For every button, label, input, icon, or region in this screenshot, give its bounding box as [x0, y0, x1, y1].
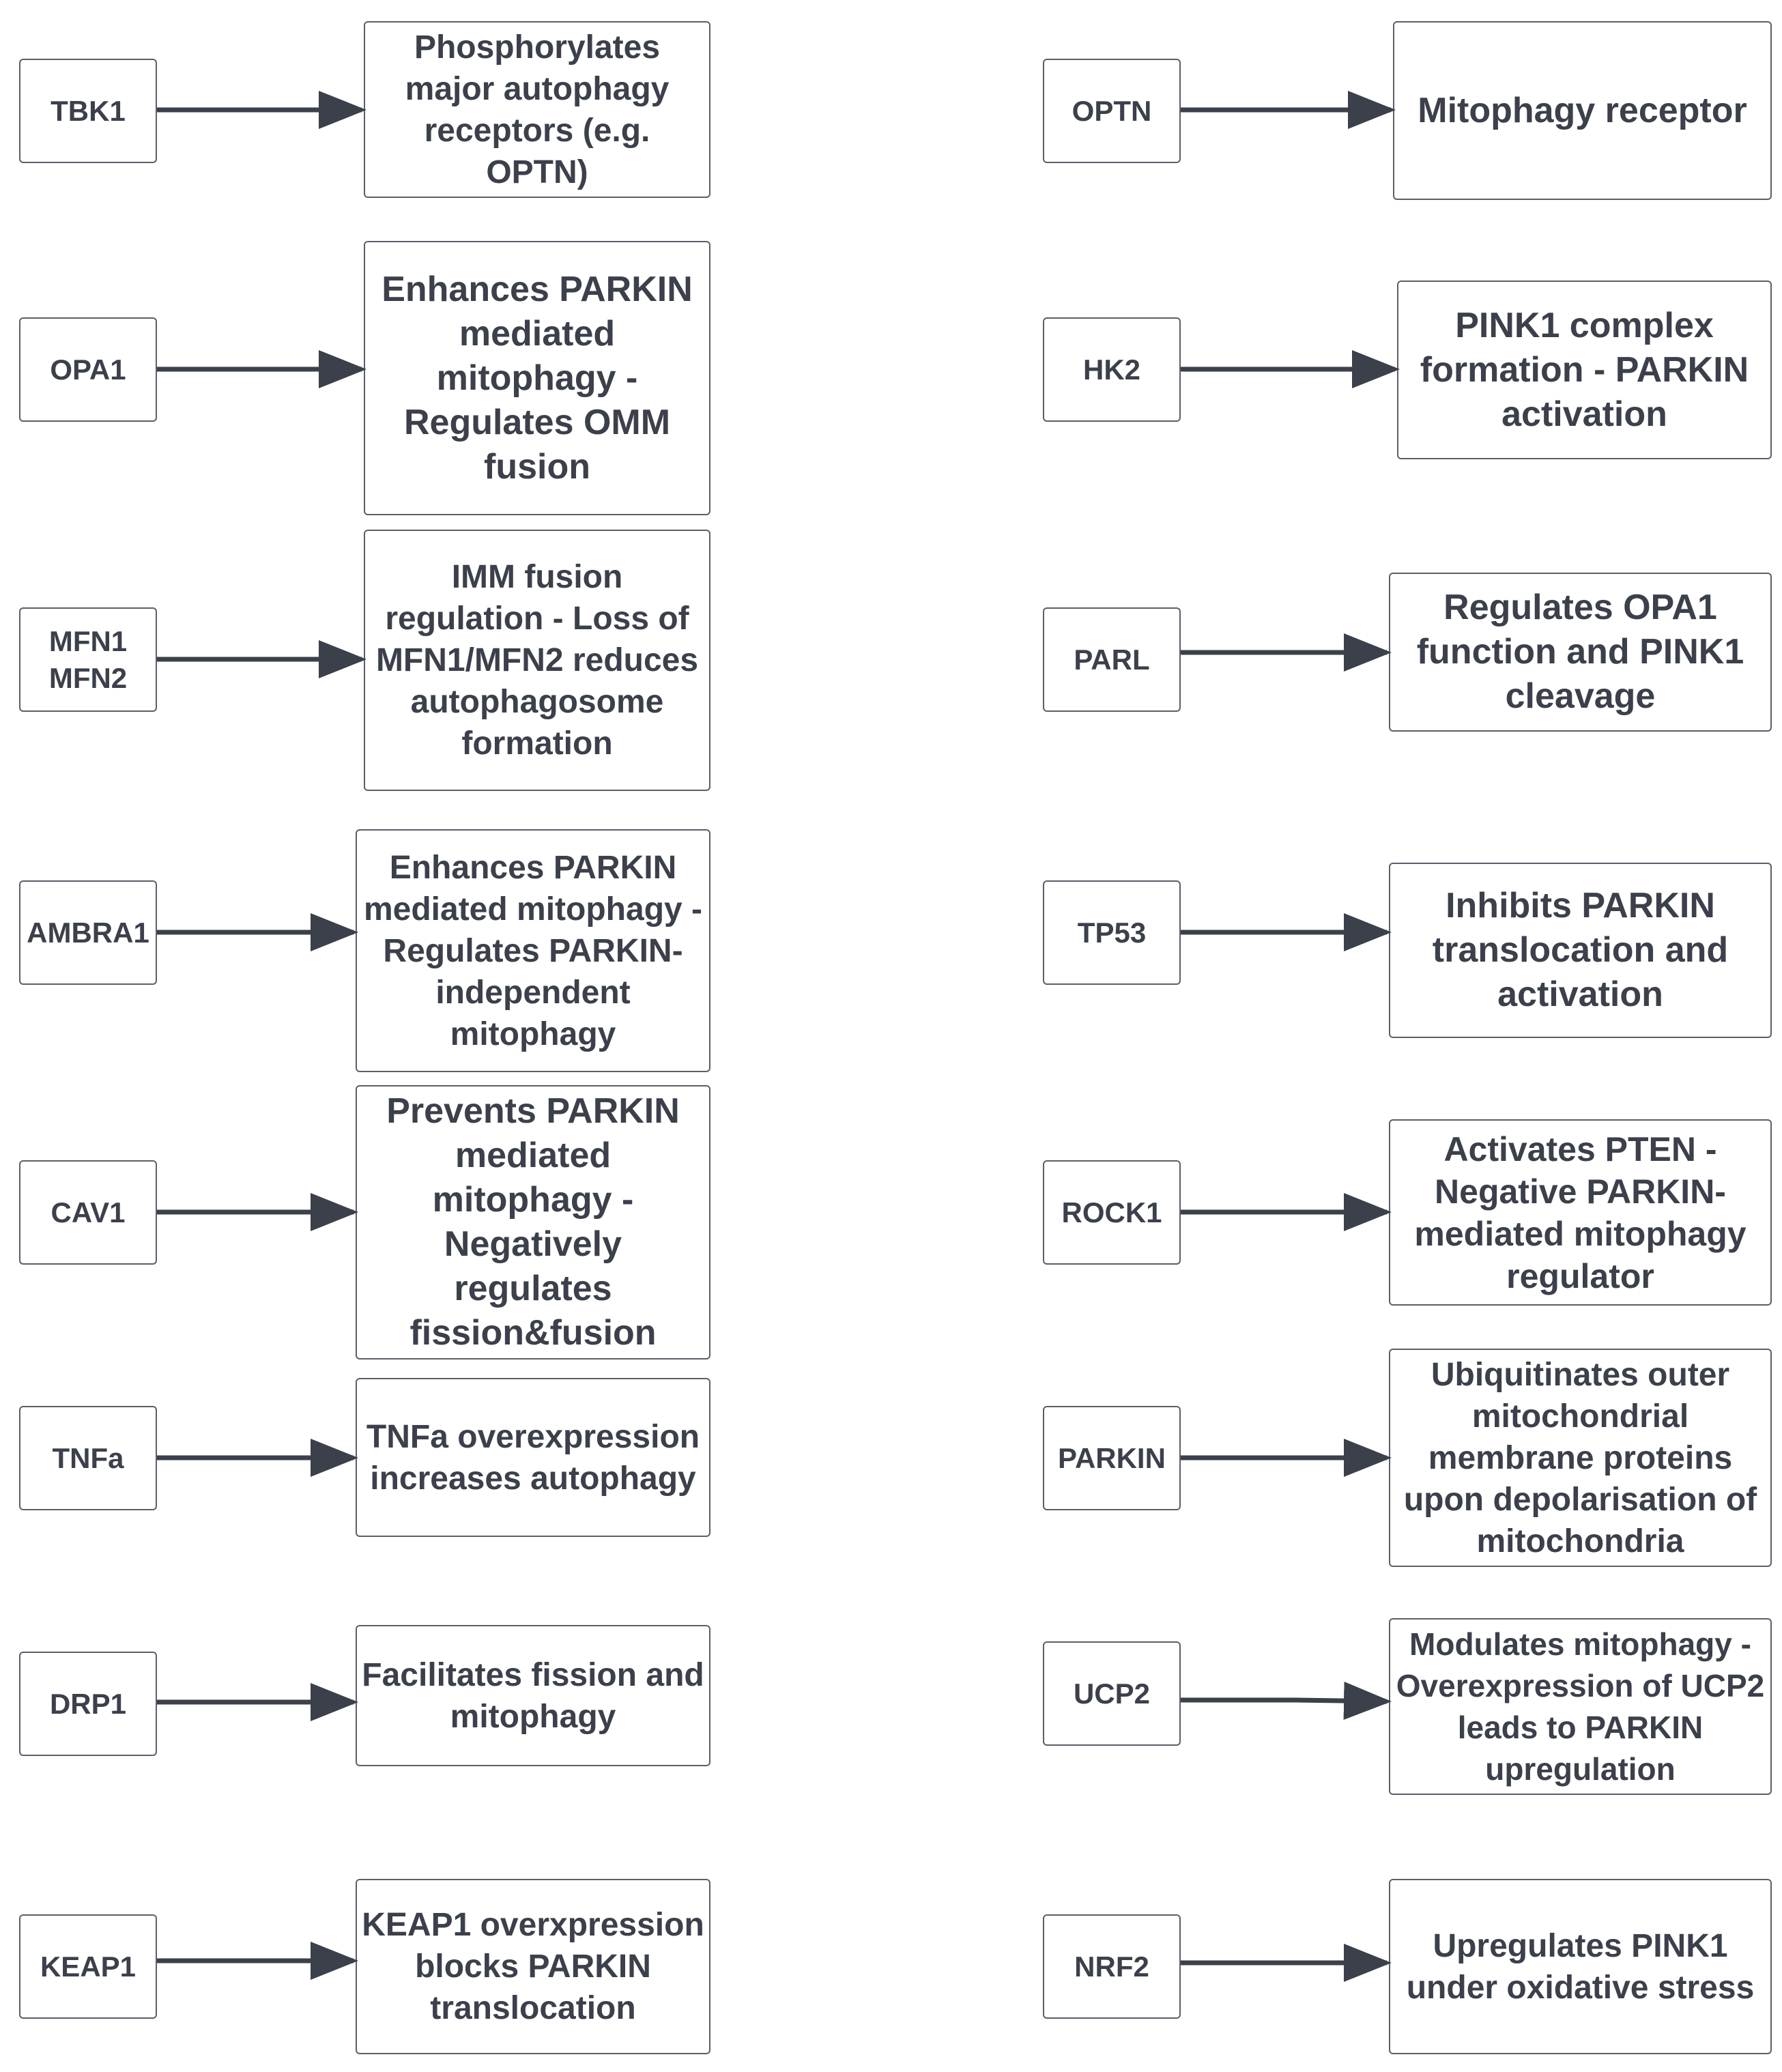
- description-text-tnfa: TNFa overexpression increases autophagy: [366, 1418, 700, 1497]
- description-box-rock1: [1389, 1119, 1772, 1306]
- gene-box-nrf2: NRF2: [1043, 1914, 1181, 2019]
- description-box-tp53: [1389, 863, 1772, 1038]
- gene-box-ambra1: AMBRA1: [19, 880, 157, 985]
- gene-box-opa1: OPA1: [19, 317, 157, 422]
- gene-box-rock1: ROCK1: [1043, 1160, 1181, 1265]
- description-box-hk2: [1397, 280, 1772, 459]
- description-text-ambra1: Enhances PARKIN mediated mitophagy - Regulates PARKIN-independent mitophagy: [363, 849, 703, 1052]
- description-text-nrf2: Upregulates PINK1 under oxidative stress: [1406, 1927, 1755, 2006]
- description-box-opa1: [364, 241, 710, 515]
- gene-box-parkin: PARKIN: [1043, 1406, 1181, 1510]
- description-box-cav1: [356, 1085, 710, 1359]
- description-text-mfn1-mfn2: IMM fusion regulation - Loss of MFN1/MFN2 reduces autophagosome formation: [375, 559, 699, 762]
- gene-box-cav1: CAV1: [19, 1160, 157, 1265]
- gene-box-parl: PARL: [1043, 607, 1181, 712]
- description-text-hk2: PINK1 complex formation - PARKIN activation: [1420, 305, 1749, 434]
- description-text-parkin: Ubiquitinates outer mitochondrial membrane proteins upon depolarisation of mitochondria: [1403, 1356, 1757, 1559]
- arrow-ucp2: [1181, 1700, 1387, 1701]
- description-text-drp1: Facilitates fission and mitophagy: [362, 1656, 704, 1735]
- description-text-tp53: Inhibits PARKIN translocation and activation: [1432, 886, 1729, 1014]
- description-text-ucp2: Modulates mitophagy - Overexpression of UCP2 leads to PARKIN upregulation: [1396, 1626, 1765, 1787]
- description-box-tbk1: [364, 21, 710, 198]
- description-box-parkin: [1389, 1349, 1772, 1567]
- gene-box-keap1: KEAP1: [19, 1914, 157, 2019]
- description-box-drp1: [356, 1625, 710, 1766]
- gene-box-drp1: DRP1: [19, 1652, 157, 1756]
- description-text-parl: Regulates OPA1 function and PINK1 cleavage: [1416, 588, 1744, 716]
- description-box-parl: [1389, 573, 1772, 732]
- description-text-keap1: KEAP1 overxpression blocks PARKIN translocation: [362, 1907, 704, 2026]
- gene-box-tbk1: TBK1: [19, 59, 157, 163]
- description-box-optn: [1393, 21, 1772, 200]
- gene-box-optn: OPTN: [1043, 59, 1181, 163]
- description-text-rock1: Activates PTEN - Negative PARKIN-mediated mitophagy regulator: [1414, 1129, 1747, 1295]
- description-text-cav1: Prevents PARKIN mediated mitophagy - Negatively regulates fission&fusion: [386, 1091, 680, 1353]
- description-box-ucp2: [1389, 1618, 1772, 1795]
- description-box-mfn1-mfn2: [364, 530, 710, 791]
- gene-box-mfn1-mfn2: MFN1 MFN2: [19, 607, 157, 712]
- description-text-opa1: Enhances PARKIN mediated mitophagy - Regulates OMM fusion: [382, 269, 693, 487]
- gene-box-hk2: HK2: [1043, 317, 1181, 422]
- description-box-tnfa: [356, 1378, 710, 1537]
- gene-box-tp53: TP53: [1043, 880, 1181, 985]
- description-text-tbk1: Phosphorylates major autophagy receptors (e.g. OPTN): [405, 29, 670, 190]
- description-box-ambra1: [356, 829, 710, 1072]
- description-box-keap1: [356, 1879, 710, 2054]
- gene-box-ucp2: UCP2: [1043, 1641, 1181, 1746]
- description-box-nrf2: [1389, 1879, 1772, 2054]
- gene-box-tnfa: TNFa: [19, 1406, 157, 1510]
- description-text-optn: Mitophagy receptor: [1418, 90, 1747, 130]
